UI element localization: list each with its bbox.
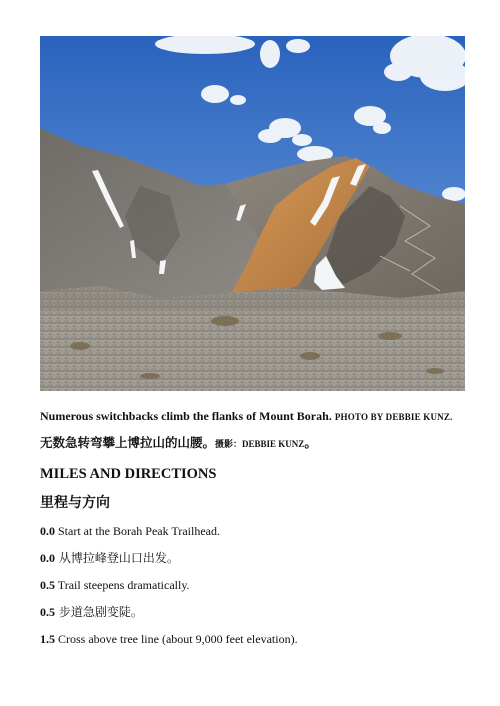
caption-zh-credit-name: DEBBIE KUNZ — [242, 439, 305, 449]
caption-zh-credit-end: 。 — [304, 435, 317, 450]
caption-en-text: Numerous switchbacks climb the flanks of Mount Borah. — [40, 409, 332, 423]
mile-marker: 0.5 — [40, 605, 55, 619]
step-2-chinese — [40, 603, 465, 621]
caption-zh-credit-label: 摄影： — [215, 440, 243, 450]
step-1-chinese — [40, 549, 465, 567]
mountain-photo — [40, 36, 465, 391]
step-3-english — [40, 631, 465, 648]
caption-en-credit: PHOTO BY DEBBIE KUNZ. — [334, 412, 453, 422]
mile-marker: 0.0 — [40, 551, 55, 565]
mountain-photo-drawing — [40, 36, 465, 391]
step-2-english — [40, 577, 465, 594]
step-text: 步道急剧变陡。 — [58, 605, 143, 619]
mile-marker: 1.5 — [40, 632, 55, 646]
step-text: Trail steepens dramatically. — [57, 578, 190, 592]
page-content — [40, 36, 465, 648]
step-1-english — [40, 523, 465, 540]
step-text: Start at the Borah Peak Trailhead. — [58, 524, 220, 538]
caption-zh-text: 无数急转弯攀上博拉山的山腰。 — [40, 435, 216, 450]
photo-caption-chinese — [40, 434, 465, 454]
step-text: Cross above tree line (about 9,000 feet elevation). — [58, 632, 298, 646]
mile-marker: 0.0 — [40, 524, 55, 538]
section-heading-english: MILES AND DIRECTIONS — [40, 466, 217, 482]
step-text: 从博拉峰登山口出发。 — [58, 551, 179, 565]
mile-marker: 0.5 — [40, 578, 55, 592]
photo-caption-english — [40, 408, 465, 426]
section-heading-chinese: 里程与方向 — [40, 495, 110, 511]
